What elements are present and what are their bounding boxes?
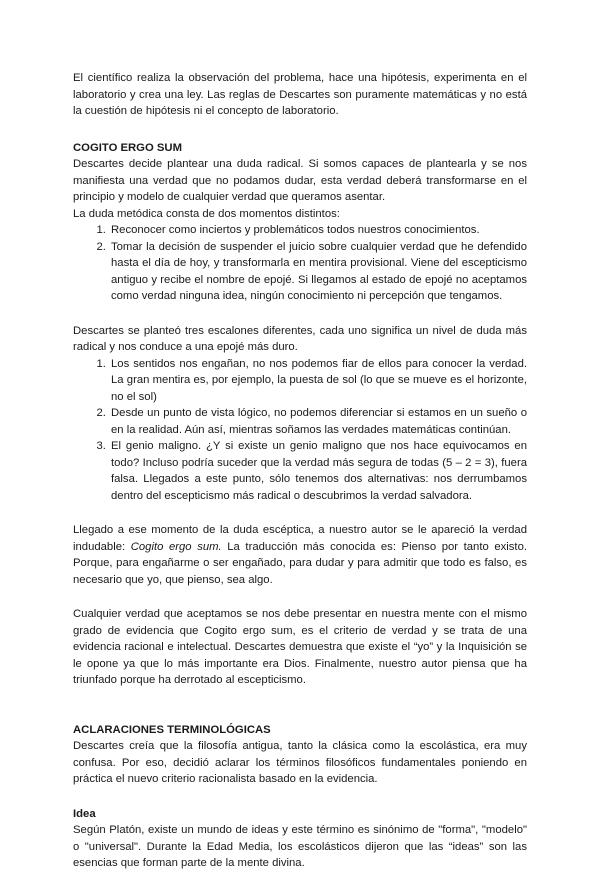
- moments-list: [73, 222, 527, 305]
- aclaraciones-heading: ACLARACIONES TERMINOLÓGICAS: [73, 723, 271, 736]
- cogito-paragraph-2: La duda metódica consta de dos momentos distintos:: [73, 207, 340, 220]
- step-item: 3. El genio maligno. ¿Y si existe un genio maligno que nos hace equivocamos en todo? Incluso podría suceder que la verdad más segura de todas (5 – 2 = 3), fuera falsa. Llegados a este punto, sólo tenemos dos alternativas: nos derrumbamos dentro del escepticismo más radical o descubrimos la verdad salvadora.: [109, 438, 527, 504]
- step-item: 2. Desde un punto de vista lógico, no podemos diferenciar si estamos en un sueño o en la realidad. Aún así, mientras soñamos las verdades matemáticas continúan.: [109, 405, 527, 438]
- idea-paragraph: Según Platón, existe un mundo de ideas y este término es sinónimo de "forma", "modelo" o "universal". Durante la Edad Media, los escolásticos dijeron que las “ideas” son las esencias que forman parte de la mente divina.: [73, 824, 527, 869]
- idea-heading: Idea: [73, 807, 96, 820]
- cogito-heading: COGITO ERGO SUM: [73, 141, 183, 154]
- moment-item: 1. Reconocer como inciertos y problemáticos todos nuestros conocimientos.: [109, 222, 527, 239]
- cogito-paragraph-1: Descartes decide plantear una duda radical. Si somos capaces de plantearla y se nos manifiesta una verdad que no podamos dudar, esta verdad deberá transformarse en el principio y modelo de cualquier verdad que queramos asentar.: [73, 158, 527, 203]
- step-item: 1. Los sentidos nos engañan, no nos podemos fiar de ellos para conocer la verdad. La gran mentira es, por ejemplo, la puesta de sol (lo que se mueve es el horizonte, no el sol): [109, 356, 527, 406]
- p4-text-before: Llegado a ese momento de la duda escéptica, a nuestro autor se le apareció la verdad indudable:: [73, 524, 527, 553]
- aclaraciones-paragraph: Descartes creía que la filosofía antigua, tanto la clásica como la escolástica, era muy confusa. Por eso, decidió aclarar los términos filosóficos fundamentales poniendo en práctica el nuevo criterio racionalista basado en la evidencia.: [73, 740, 527, 785]
- cogito-paragraph-3: Descartes se planteó tres escalones diferentes, cada uno significa un nivel de duda más radical y nos conduce a una epojé más duro.: [73, 324, 527, 353]
- moment-item: 2. Tomar la decisión de suspender el juicio sobre cualquier verdad que he defendido hasta el día de hoy, y transformarla en mentira provisional. Viene del escepticismo antiguo y recibe el nombre de epojé. Si llegamos al estado de epojé no aceptamos como verdad ninguna idea, ningún conocimiento ni percepción que tengamos.: [109, 239, 527, 305]
- cogito-paragraph-5: Cualquier verdad que aceptamos se nos debe presentar en nuestra mente con el mismo grado de evidencia que Cogito ergo sum, es el criterio de verdad y se trata de una evidencia racional e intelectual. Descartes demuestra que existe el “yo” y la Inquisición se le opone ya que lo más importante era Dios. Finalmente, nuestro autor piensa que ha triunfado porque ha derrotado al escepticismo.: [73, 608, 527, 686]
- steps-list: [73, 356, 527, 505]
- cogito-paragraph-4: [73, 522, 527, 588]
- cogito-ergo-sum-italic: Cogito ergo sum.: [130, 540, 222, 553]
- intro-paragraph: El científico realiza la observación del problema, hace una hipótesis, experimenta en el laboratorio y crea una ley. Las reglas de Descartes son puramente matemáticas y no está la cuestión de hipótesis ni el concepto de laboratorio.: [73, 72, 527, 117]
- p4-text-after: La traducción más conocida es: Pienso por tanto existo. Porque, para engañarme o ser engañado, para dudar y para admitir que todo es falso, es necesario que yo, que pienso, sea algo.: [73, 540, 527, 586]
